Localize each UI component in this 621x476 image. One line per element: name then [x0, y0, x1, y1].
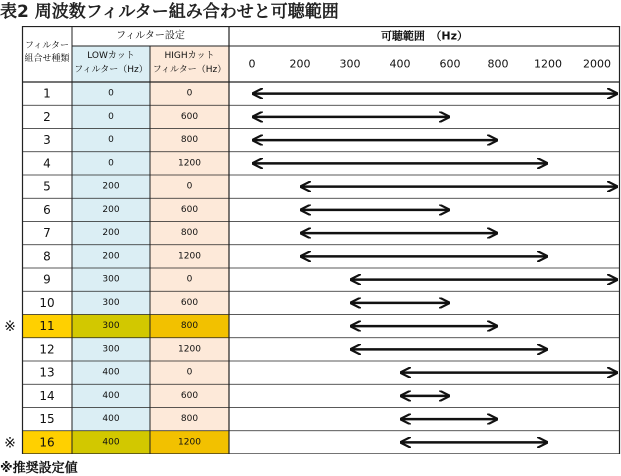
combo-id: 7 — [43, 226, 51, 241]
range-tick-label: 2000 — [583, 57, 611, 71]
combo-id: 9 — [43, 272, 51, 287]
high-cut-value: 0 — [186, 88, 193, 99]
high-cut-value: 1200 — [178, 251, 201, 262]
recommended-mark: ※ — [4, 435, 16, 452]
combo-id: 14 — [39, 388, 55, 403]
high-cut-value: 1200 — [178, 158, 201, 169]
combo-id: 6 — [43, 202, 51, 217]
combo-header-line2: 組合せ種類 — [24, 54, 70, 64]
combo-id: 16 — [39, 435, 55, 450]
high-cut-value: 600 — [180, 111, 199, 122]
recommended-mark: ※ — [4, 319, 16, 336]
range-tick-label: 600 — [439, 57, 461, 71]
combo-id: 3 — [43, 133, 51, 148]
range-tick-label: 200 — [289, 57, 311, 71]
low-cut-value: 200 — [102, 181, 120, 192]
high-cut-value: 0 — [186, 181, 193, 192]
low-cut-value: 200 — [102, 251, 120, 262]
filter-range-table — [0, 26, 621, 454]
high-cut-value: 800 — [180, 228, 199, 239]
combo-id: 5 — [43, 179, 51, 194]
combo-id: 10 — [39, 295, 55, 310]
filter-setting-header: フィルター設定 — [116, 30, 185, 42]
range-tick-label: 800 — [487, 57, 509, 71]
range-header-title: 可聴範囲 （Hz） — [380, 29, 469, 43]
combo-id: 2 — [43, 109, 51, 124]
low-cut-value: 400 — [102, 437, 120, 448]
low-cut-header-line2: フィルター（Hz） — [74, 65, 148, 75]
low-cut-value: 200 — [102, 204, 120, 215]
high-cut-value: 1200 — [178, 437, 201, 448]
combo-id: 13 — [39, 365, 55, 380]
footnote: ※推奨設定値 — [0, 461, 78, 476]
high-cut-value: 800 — [180, 321, 199, 332]
combo-id: 12 — [39, 342, 55, 357]
low-cut-value: 0 — [108, 158, 114, 169]
combo-id: 4 — [43, 156, 51, 171]
low-cut-value: 0 — [108, 111, 114, 122]
range-tick-label: 0 — [248, 57, 256, 71]
low-cut-value: 200 — [102, 228, 120, 239]
high-cut-value: 1200 — [178, 344, 201, 355]
low-cut-value: 300 — [102, 344, 120, 355]
high-cut-value: 800 — [180, 135, 199, 146]
high-cut-value: 600 — [180, 390, 199, 401]
low-cut-value: 300 — [102, 297, 120, 308]
low-cut-header-line1: LOWカット — [87, 51, 135, 61]
page-title: 表2 周波数フィルター組み合わせと可聴範囲 — [0, 2, 339, 22]
high-cut-value: 600 — [180, 297, 199, 308]
combo-header-line1: フィルター — [25, 41, 69, 51]
high-cut-value: 0 — [186, 274, 193, 285]
range-tick-label: 300 — [339, 57, 361, 71]
combo-id: 15 — [39, 412, 55, 427]
high-cut-header-line2: フィルター（Hz） — [152, 65, 227, 75]
range-tick-label: 1200 — [534, 57, 562, 71]
low-cut-value: 400 — [102, 414, 120, 425]
low-cut-value: 0 — [108, 88, 114, 99]
low-cut-value: 400 — [102, 367, 120, 378]
high-cut-header-line1: HIGHカット — [164, 51, 215, 61]
low-cut-value: 300 — [102, 321, 120, 332]
combo-id: 8 — [43, 249, 51, 264]
low-cut-value: 400 — [102, 390, 120, 401]
combo-id: 11 — [39, 319, 55, 334]
high-cut-value: 600 — [180, 204, 199, 215]
combo-id: 1 — [43, 86, 51, 101]
low-cut-value: 0 — [108, 135, 114, 146]
high-cut-value: 800 — [180, 414, 199, 425]
range-tick-label: 400 — [389, 57, 411, 71]
high-cut-value: 0 — [186, 367, 193, 378]
low-cut-value: 300 — [102, 274, 120, 285]
